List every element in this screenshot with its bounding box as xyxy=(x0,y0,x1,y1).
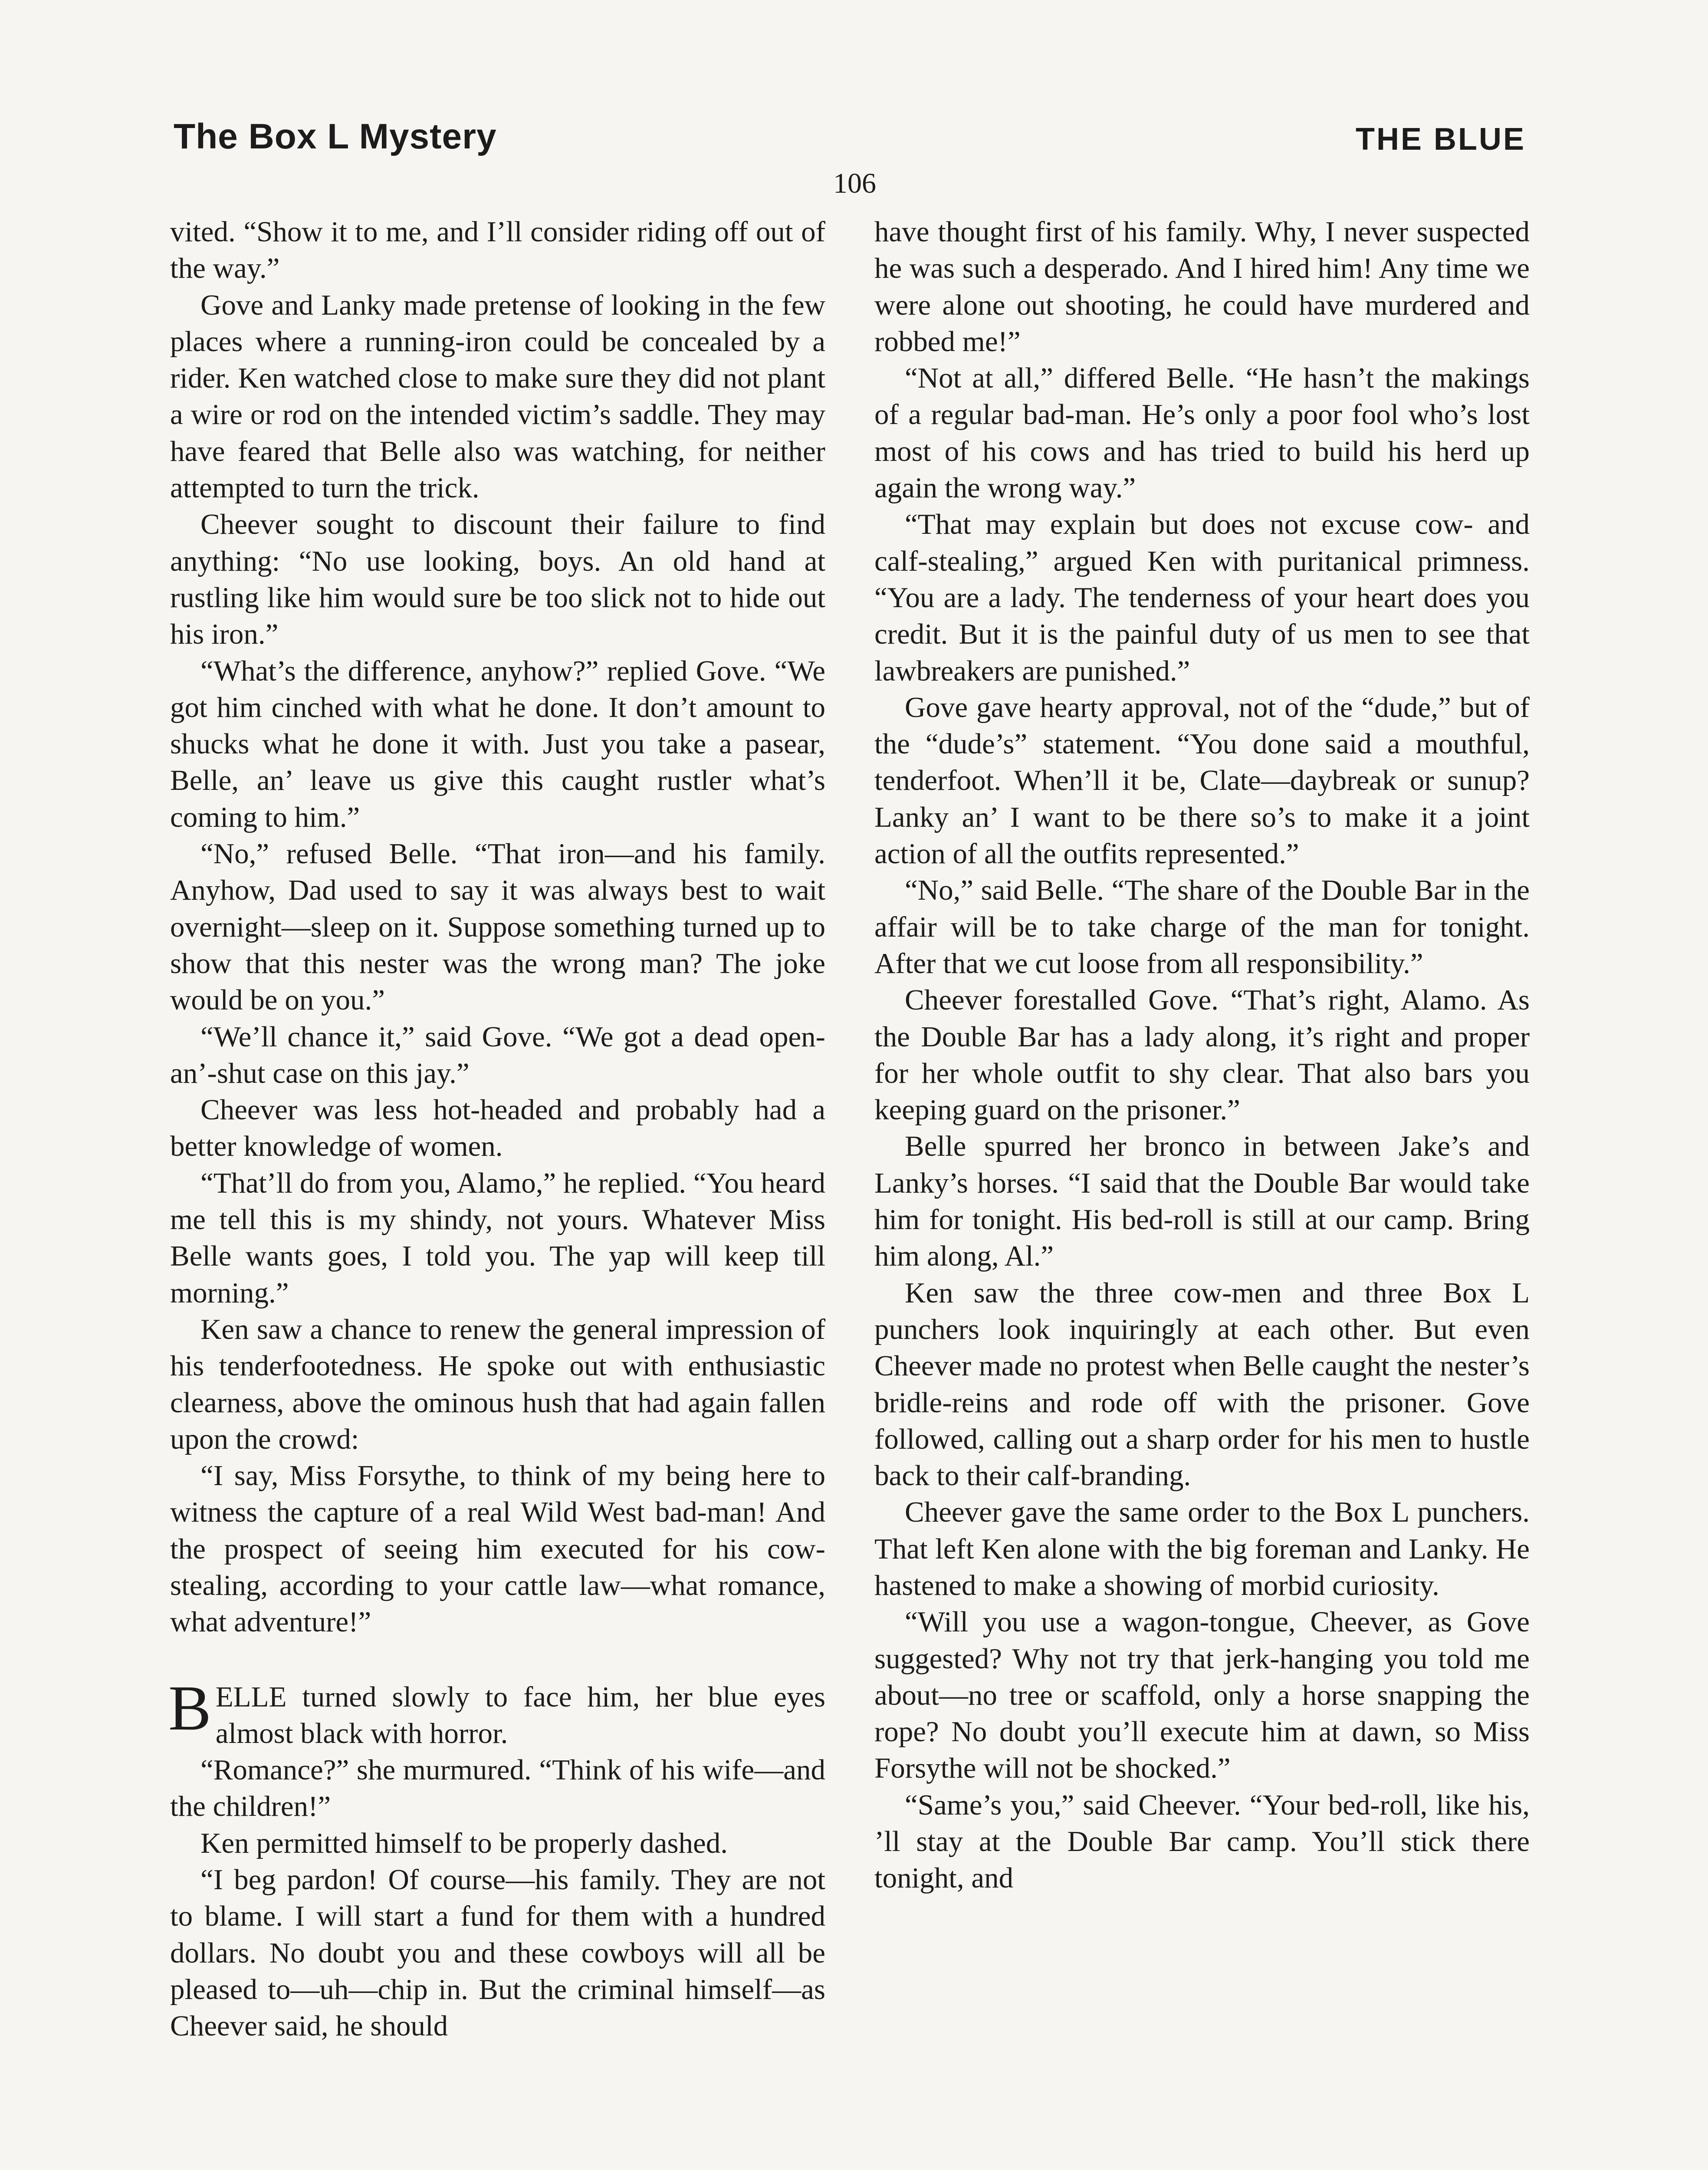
paragraph: “Same’s you,” said Cheever. “Your bed-roll, like his, ’ll stay at the Double Bar camp. You’ll stick there tonight, and xyxy=(874,1789,1530,1894)
paragraph: Belle spurred her bronco in between Jake’s and Lanky’s horses. “I said that the Double Bar would take him for tonight. His bed-roll is still at our camp. Bring him along, Al.” xyxy=(874,1130,1530,1272)
left-column xyxy=(170,214,825,2045)
paragraph: “I say, Miss Forsythe, to think of my being here to witness the capture of a real Wild West bad-man! And the prospect of seeing him executed for his cow-stealing, according to your cattle law—what romance, what adventure!” xyxy=(170,1460,825,1638)
dropcap-paragraph xyxy=(168,1672,825,1752)
paragraph: have thought first of his family. Why, I never suspected he was such a desperado. And I hired him! Any time we were alone out shooting, he could have murdered and robbed me!” xyxy=(874,216,1530,358)
paragraph: vited. “Show it to me, and I’ll consider riding off out of the way.” xyxy=(170,216,825,285)
paragraph: “Romance?” she murmured. “Think of his wife—and the children!” xyxy=(170,1754,825,1823)
paragraph: “No,” refused Belle. “That iron—and his family. Anyhow, Dad used to say it was always best to wait overnight—sleep on it. Suppose something turned up to show that this nester was the wrong man? The joke would be on you.” xyxy=(170,838,825,1016)
paragraph: “Will you use a wagon-tongue, Cheever, as Gove suggested? Why not try that jerk-hanging you told me about—no tree or scaffold, only a horse snapping the rope? No doubt you’ll execute him at dawn, so Miss Forsythe will not be shocked.” xyxy=(874,1606,1530,1785)
paragraph: Cheever was less hot-headed and probably had a better knowledge of women. xyxy=(170,1094,825,1163)
right-column xyxy=(874,214,1530,1897)
paragraph: “I beg pardon! Of course—his family. They are not to blame. I will start a fund for them with a hundred dollars. No doubt you and these cowboys will all be pleased to—uh—chip in. But the criminal himself—as Cheever said, he should xyxy=(170,1864,825,2042)
paragraph: “Not at all,” differed Belle. “He hasn’t the makings of a regular bad-man. He’s only a poor fool who’s lost most of his cows and has tried to build his herd up again the wrong way.” xyxy=(874,362,1530,504)
paragraph: Cheever sought to discount their failure to find anything: “No use looking, boys. An old hand at rustling like him would sure be too slick not to hide out his iron.” xyxy=(170,508,825,651)
paragraph: “No,” said Belle. “The share of the Double Bar in the affair will be to take charge of the man for tonight. After that we cut loose from all responsibility.” xyxy=(874,874,1530,980)
paragraph: Cheever gave the same order to the Box L punchers. That left Ken alone with the big foreman and Lanky. He hastened to make a showing of morbid curiosity. xyxy=(874,1496,1530,1601)
paragraph: “That may explain but does not excuse cow- and calf-stealing,” argued Ken with puritanical primness. “You are a lady. The tenderness of your heart does you credit. But it is the painful duty of us men to see that lawbreakers are punished.” xyxy=(874,508,1530,687)
page-number: 106 xyxy=(833,168,876,199)
paragraph: Cheever forestalled Gove. “That’s right, Alamo. As the Double Bar has a lady along, it’s right and proper for her whole outfit to shy clear. That also bars you keeping guard on the prisoner.” xyxy=(874,984,1530,1126)
drop-cap-letter: B xyxy=(168,1672,211,1744)
paragraph: Gove and Lanky made pretense of looking in the few places where a running-iron could be concealed by a rider. Ken watched close to make sure they did not plant a wire or rod on the intended victim’s saddle. They may have feared that Belle also was watching, for neither attempted to turn the trick. xyxy=(170,289,825,504)
story-title: The Box L Mystery xyxy=(174,117,497,156)
paragraph: Ken saw a chance to renew the general impression of his tenderfootedness. He spoke out with enthusiastic clearness, above the ominous hush that had again fallen upon the crowd: xyxy=(170,1313,825,1455)
paragraph: Ken saw the three cow-men and three Box L punchers look inquiringly at each other. But even Cheever made no protest when Belle caught the nester’s bridle-reins and rode off with the prisoner. Gove followed, calling out a sharp order for his men to hustle back to their calf-branding. xyxy=(874,1276,1530,1492)
paragraph: “That’ll do from you, Alamo,” he replied. “You heard me tell this is my shindy, not yours. Whatever Miss Belle wants goes, I told you. The yap will keep till morning.” xyxy=(170,1167,825,1309)
paragraph: “What’s the difference, anyhow?” replied Gove. “We got him cinched with what he done. It don’t amount to shucks what he done it with. Just you take a pasear, Belle, an’ leave us give this caught rustler what’s coming to him.” xyxy=(170,654,825,833)
dropcap-paragraph-text: ELLE turned slowly to face him, her blue eyes almost black with horror. xyxy=(215,1680,825,1749)
paragraph: “We’ll chance it,” said Gove. “We got a dead open-an’-shut case on this jay.” xyxy=(170,1020,825,1089)
magazine-title: THE BLUE xyxy=(1356,122,1526,157)
paragraph: Ken permitted himself to be properly dashed. xyxy=(200,1827,728,1859)
paragraph: Gove gave hearty approval, not of the “dude,” but of the “dude’s” statement. “You done said a mouthful, tenderfoot. When’ll it be, Clate—daybreak or sunup? Lanky an’ I want to be there so’s to make it a joint action of all the outfits represented.” xyxy=(874,691,1530,870)
